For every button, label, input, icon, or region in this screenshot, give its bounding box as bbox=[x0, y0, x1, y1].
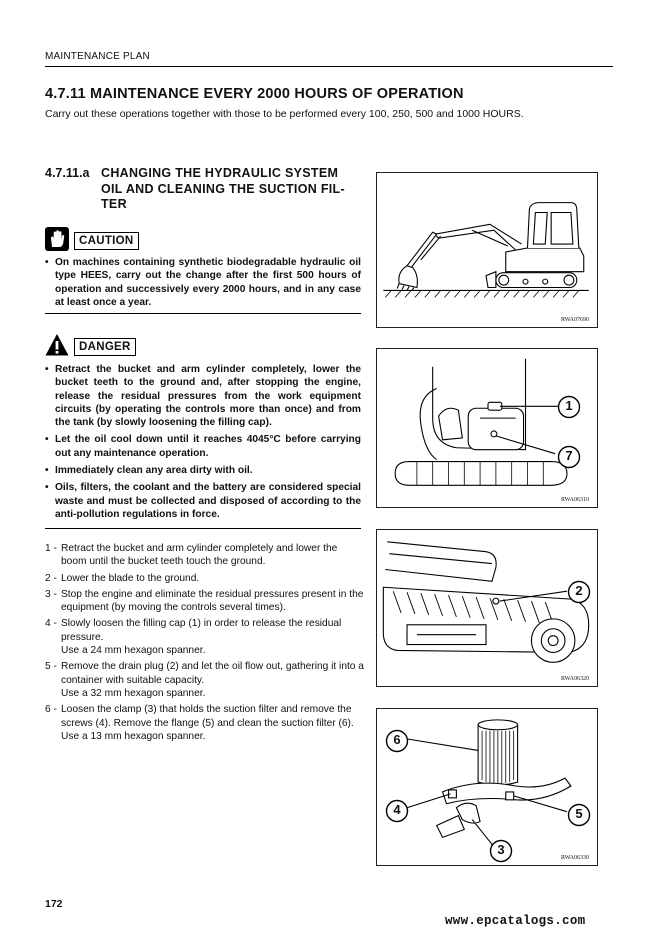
callout-label: 1 bbox=[565, 398, 573, 413]
caution-item: • On machines containing synthetic biodegradable hydraulic oil type HEES, carry out the change after the first 500 hours of operation and successively every 2000 hours, and in any case at least once a year. bbox=[45, 256, 361, 309]
step-item bbox=[45, 572, 365, 585]
step-text: Loosen the clamp (3) that holds the suction filter and remove the screws (4). Remove the flange (5) and clean the suction filter (6). bbox=[61, 704, 354, 729]
subsection-title: CHANGING THE HYDRAULIC SYSTEM OIL AND CLEANING THE SUCTION FIL-TER bbox=[101, 166, 345, 211]
figure-filling-cap bbox=[376, 348, 598, 508]
figure-code: RWA06320 bbox=[560, 676, 589, 682]
step-number: 2 - bbox=[45, 572, 57, 584]
watermark-link[interactable]: www.epcatalogs.com bbox=[445, 914, 586, 928]
step-number: 5 - bbox=[45, 661, 57, 673]
step-text: Slowly loosen the filling cap (1) in order to release the residual pressure. bbox=[61, 618, 342, 643]
running-header: MAINTENANCE PLAN bbox=[45, 51, 150, 62]
danger-item: • Oils, filters, the coolant and the battery are considered special waste and must be collected and disposed of according to the anti-pollution regulations in force. bbox=[45, 481, 361, 521]
danger-badge-icon bbox=[45, 333, 69, 362]
step-number: 6 - bbox=[45, 704, 57, 716]
callout-label: 2 bbox=[575, 583, 583, 598]
section-title: 4.7.11 MAINTENANCE EVERY 2000 HOURS OF OPERATION bbox=[45, 86, 464, 102]
danger-divider bbox=[45, 528, 361, 529]
caution-badge-icon bbox=[45, 227, 69, 256]
callout-label: 6 bbox=[393, 732, 401, 747]
step-item bbox=[45, 588, 365, 615]
procedure-steps bbox=[45, 542, 365, 746]
step-item bbox=[45, 617, 365, 657]
step-number: 1 - bbox=[45, 543, 57, 554]
step-tool-note: Use a 32 mm hexagon spanner. bbox=[61, 687, 206, 699]
step-tool-note: Use a 24 mm hexagon spanner. bbox=[61, 645, 206, 657]
figure-excavator-side-view bbox=[376, 172, 598, 328]
drain-illustration bbox=[377, 530, 597, 686]
step-item bbox=[45, 703, 365, 743]
step-number: 4 - bbox=[45, 618, 57, 630]
danger-item: • Let the oil cool down until it reaches 4045°C before carrying out any maintenance operation. bbox=[45, 433, 361, 460]
step-item bbox=[45, 542, 365, 569]
figure-drain-plug bbox=[376, 529, 598, 687]
hand-stop-icon bbox=[45, 227, 69, 251]
header-rule bbox=[45, 66, 613, 67]
danger-item: • Retract the bucket and arm cylinder completely, lower the bucket teeth to the ground and, after stopping the engine, release the residual pressures from the work equipment circuits (by operating the controls more than once) and from the tank (by slowly loosening the filling cap). bbox=[45, 363, 361, 429]
step-tool-note: Use a 13 mm hexagon spanner. bbox=[61, 730, 206, 742]
figure-code: RWA07690 bbox=[560, 317, 589, 323]
step-text: Retract the bucket and arm cylinder completely and lower the boom until the bucket teeth touch the ground. bbox=[61, 543, 338, 568]
callout-label: 5 bbox=[575, 806, 583, 821]
excavator-illustration bbox=[377, 173, 597, 327]
danger-item: • Immediately clean any area dirty with oil. bbox=[45, 464, 361, 477]
figure-suction-filter bbox=[376, 708, 598, 866]
step-text: Lower the blade to the ground. bbox=[61, 572, 200, 584]
warning-triangle-icon bbox=[45, 333, 69, 357]
section-intro: Carry out these operations together with those to be performed every 100, 250, 500 and 1000 HOURS. bbox=[45, 108, 524, 120]
step-item bbox=[45, 660, 365, 700]
step-number: 3 - bbox=[45, 588, 57, 600]
caution-label: CAUTION bbox=[74, 232, 139, 250]
subsection-number: 4.7.11.a bbox=[45, 166, 90, 180]
callout-label: 4 bbox=[393, 802, 401, 817]
step-text: Stop the engine and eliminate the residual pressures present in the equipment (by moving the controls several times). bbox=[61, 588, 364, 614]
callout-label: 7 bbox=[565, 448, 573, 463]
figure-code: RWA06330 bbox=[560, 855, 589, 861]
page-number: 172 bbox=[45, 898, 63, 910]
caution-list bbox=[45, 256, 361, 313]
figure-code: RWA06310 bbox=[560, 497, 589, 503]
step-text: Remove the drain plug (2) and let the oil flow out, gathering it into a container with suitable capacity. bbox=[61, 661, 364, 686]
danger-list bbox=[45, 363, 361, 525]
filter-illustration bbox=[377, 709, 597, 865]
caution-divider bbox=[45, 313, 361, 314]
callout-label: 3 bbox=[497, 842, 505, 857]
tank-illustration bbox=[377, 349, 597, 507]
danger-label: DANGER bbox=[74, 338, 136, 356]
